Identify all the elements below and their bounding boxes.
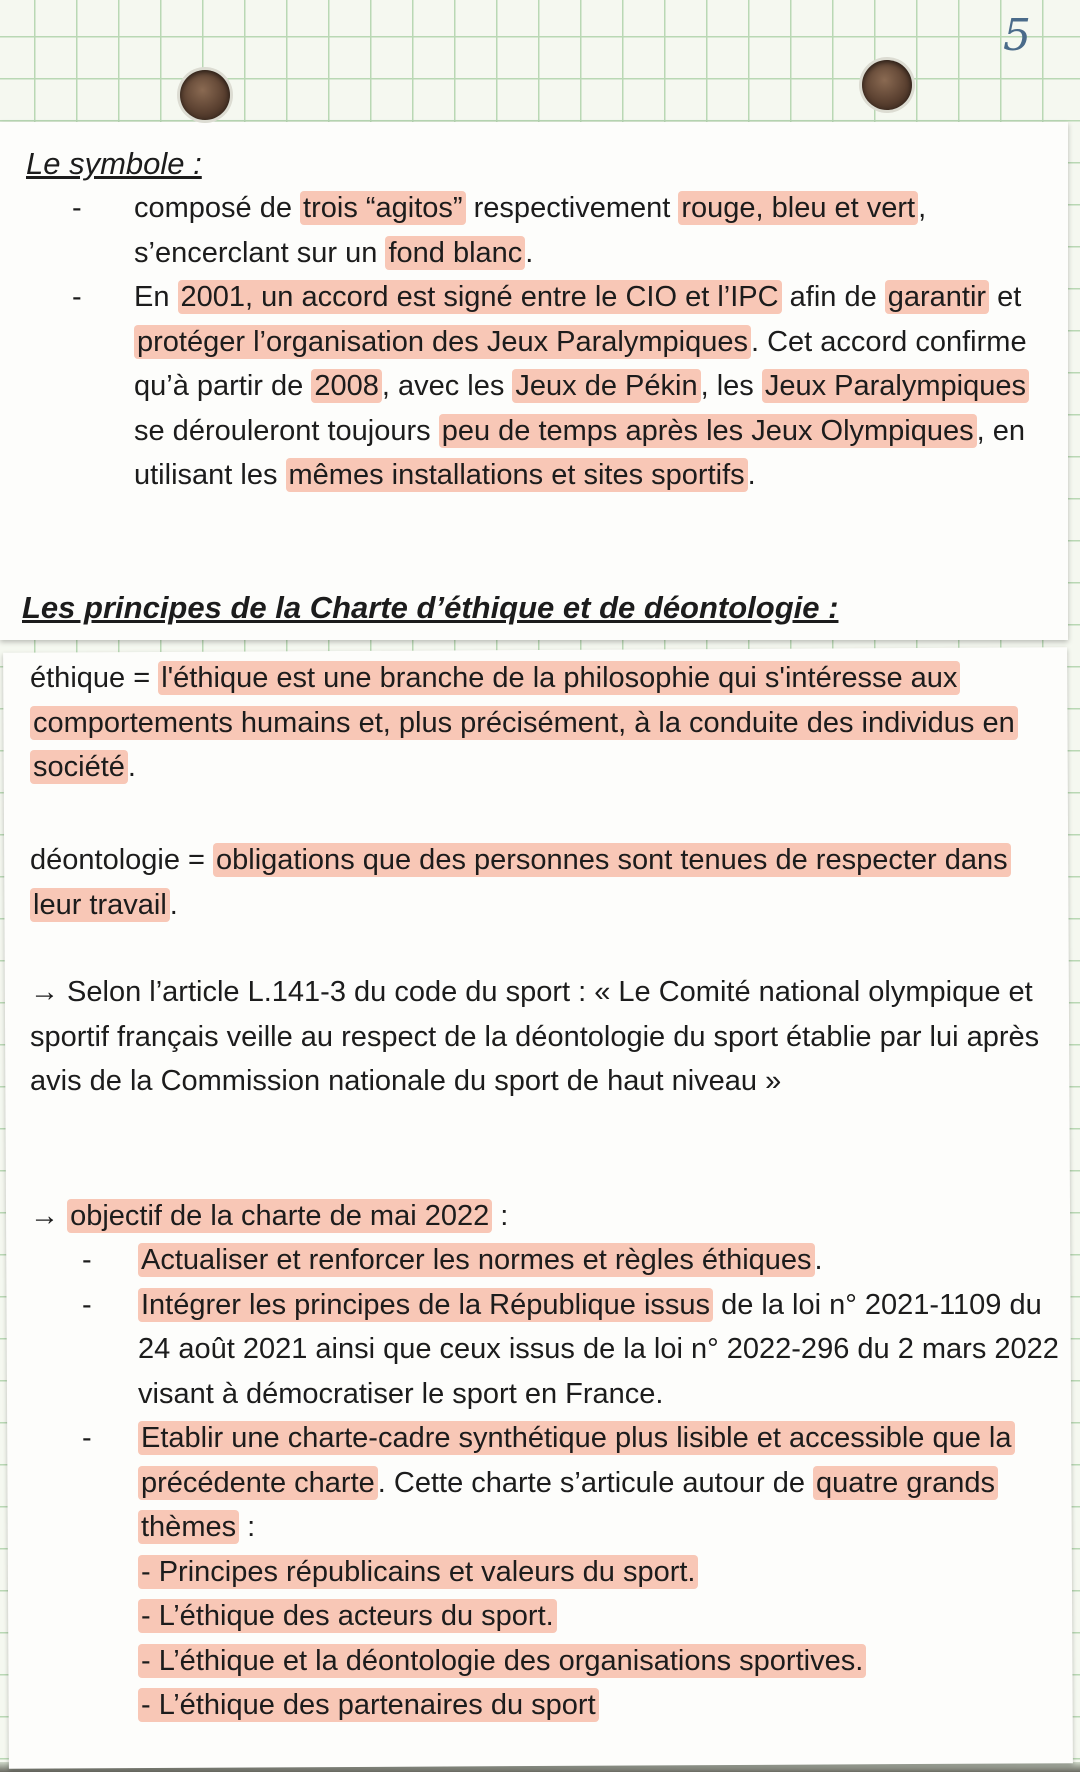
term: éthique = [30, 662, 159, 694]
page-number: 5 [1003, 10, 1031, 61]
theme-item [138, 1683, 1062, 1728]
text-run: de la loi n° 2021-1109 du 24 août 2021 ainsi que ceux issus de la loi n° 2022-296 du 2 mars 2022 visant à démocratiser le sport en France. [138, 1288, 1059, 1410]
list-item [82, 1416, 1062, 1728]
highlight: Jeux de Pékin [512, 369, 700, 403]
highlight: l'éthique est une branche de la philosophie qui s'intéresse aux comportements humains et, plus précisément, à la conduite des individus en société [30, 661, 1018, 784]
term: déontologie = [30, 844, 214, 876]
ethique-definition [30, 656, 1050, 790]
text-run: , s’encerclant sur un [134, 192, 927, 269]
highlight: quatre grands thèmes [138, 1466, 998, 1545]
list-item [82, 1283, 1062, 1417]
theme-item [138, 1594, 1062, 1639]
highlight: Actualiser et renforcer les normes et règles éthiques [138, 1243, 815, 1277]
highlight: trois “agitos” [300, 191, 466, 225]
text-run: et [989, 281, 1022, 313]
text-run: se dérouleront toujours [134, 414, 439, 447]
highlight: rouge, bleu et vert [678, 191, 918, 225]
list-item [72, 186, 1062, 275]
list-item [72, 275, 1062, 498]
text-run: . Cet accord confirme qu’à partir de [134, 325, 1027, 402]
highlight: - L’éthique et la déontologie des organisations sportives. [138, 1644, 866, 1678]
text-run: . [814, 1244, 823, 1276]
text-run: En [134, 281, 178, 313]
text-run: , en utilisant les [134, 414, 1026, 491]
text-run: composé de [134, 192, 301, 224]
highlight: Jeux Paralympiques [762, 369, 1029, 403]
highlight: Etablir une charte-cadre synthétique plus lisible et accessible que la précédente charte [138, 1421, 1015, 1500]
text-run: , les [700, 370, 762, 402]
symbol-list [72, 186, 1062, 498]
highlight: mêmes installations et sites sportifs [286, 458, 748, 492]
highlight: protéger l’organisation des Jeux Paralympiques [134, 325, 751, 359]
section-title-charter: Les principes de la Charte d’éthique et de déontologie : [22, 590, 839, 625]
theme-item [138, 1639, 1062, 1684]
punch-hole-icon [862, 60, 912, 110]
highlight: fond blanc [385, 236, 525, 270]
text-run: . [169, 888, 178, 921]
objectif-heading [30, 1194, 1050, 1239]
text-run: . [525, 236, 534, 269]
list-item [82, 1238, 1062, 1283]
highlight: peu de temps après les Jeux Olympiques [439, 414, 977, 448]
highlight: - L’éthique des partenaires du sport [138, 1688, 599, 1722]
text-run: respectivement [465, 192, 679, 224]
highlight: 2001, un accord est signé entre le CIO et l’IPC [178, 280, 782, 314]
deontologie-definition [30, 838, 1050, 927]
text-run: , avec les [381, 370, 513, 402]
arrow-icon: → [30, 1200, 68, 1232]
highlight: - Principes républicains et valeurs du sport. [138, 1555, 698, 1589]
highlight: objectif de la charte de mai 2022 [67, 1199, 492, 1233]
text-run: : [239, 1511, 256, 1543]
text-run: . [127, 751, 136, 783]
highlight: 2008 [311, 369, 382, 403]
punch-hole-icon [180, 70, 230, 120]
text-run: . Cette charte s’articule autour de [377, 1466, 814, 1499]
section-title-symbol: Le symbole : [26, 146, 202, 181]
highlight: garantir [885, 280, 989, 314]
theme-item [138, 1550, 1062, 1595]
highlight: Intégrer les principes de la République issus [138, 1288, 713, 1322]
highlight: - L’éthique des acteurs du sport. [138, 1599, 557, 1633]
text-run: : [492, 1200, 509, 1232]
text-run: . [747, 459, 756, 491]
text-run: afin de [781, 281, 885, 313]
article-quote: → Selon l’article L.141-3 du code du sport : « Le Comité national olympique et sportif français veille au respect de la déontologie du sport établie par lui après avis de la Commission nationale du sport de haut niveau » [30, 976, 1040, 1097]
objectif-list [82, 1238, 1062, 1728]
highlight: obligations que des personnes sont tenues de respecter dans leur travail [30, 843, 1011, 922]
